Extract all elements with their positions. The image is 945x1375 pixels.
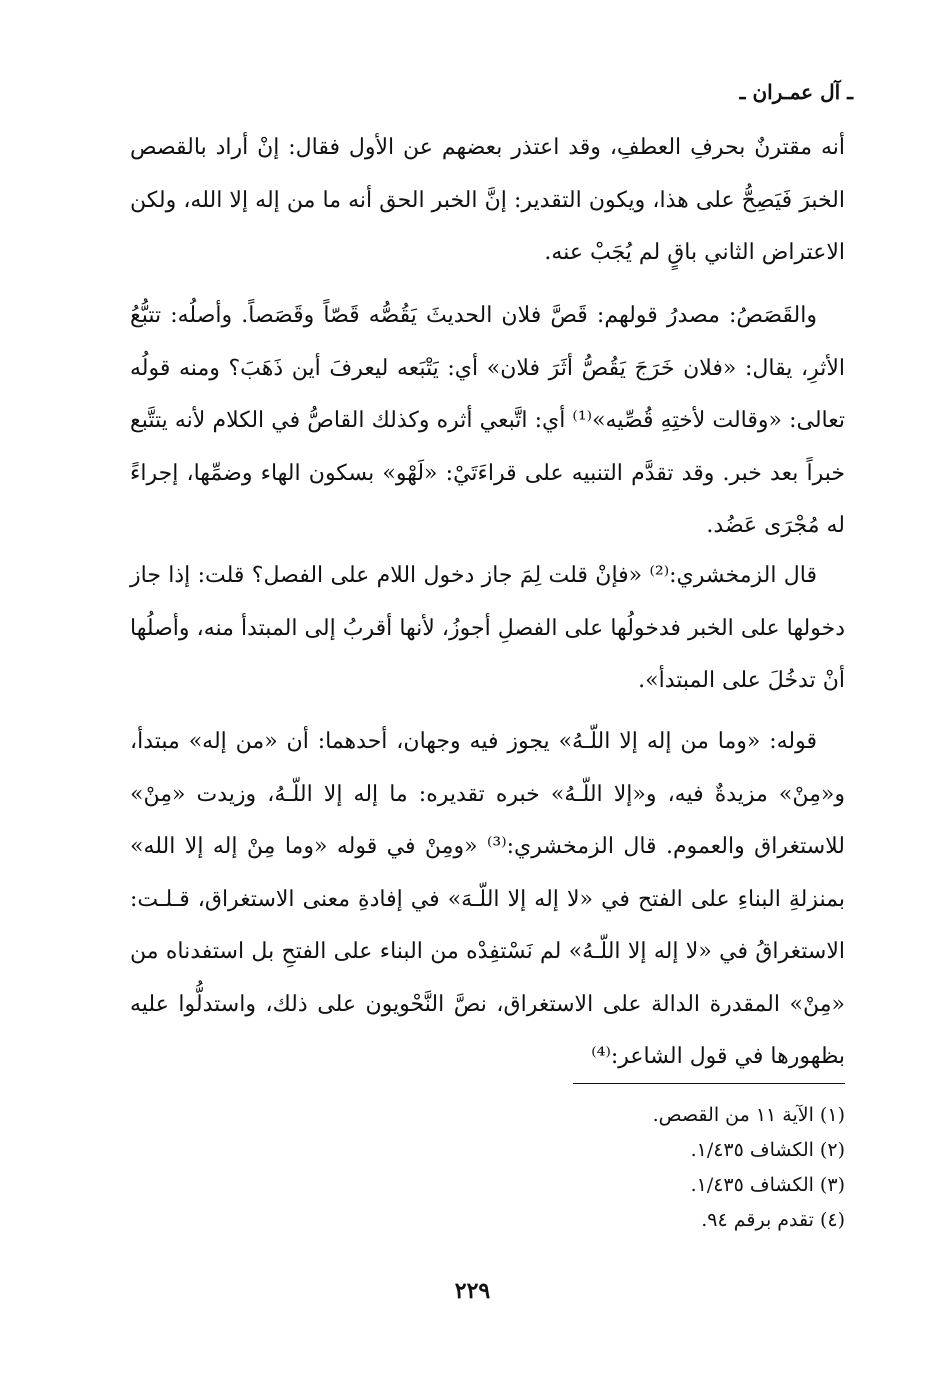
footnote-1: (١) الآية ١١ من القصص. [652,1104,845,1126]
footnotes [445,1098,845,1238]
body-paragraph-4 [130,716,845,1084]
paragraph-text: أنه مقترنٌ بحرفِ العطفِ، وقد اعتذر بعضهم عن الأول فقال: إنْ أراد بالقصص الخبرَ فَيَصِحُّ على هذا، ويكون التقدير: إنَّ الخبر الحق أنه ما من إله إلا الله، ولكن الاعتراض الثاني باقٍ لم يُجَبْ عنه. [130,135,845,265]
paragraph-text: والقَصَصُ: مصدرُ قولهم: قَصَّ فلان الحديثَ يَقُصُّه قَصّاً وقَصَصاً. وأصلُه: تتبُّعُ الأثرِ، يقال: «فلان خَرَجَ يَقُصُّ أثَرَ فلان» أي: يَتْبَعه ليعرفَ أين ذَهَبَ؟ ومنه قولُه تعالى: «وقالت لأختِهِ قُصِّيه»⁽¹⁾ أي: اتَّبعي أثره وكذلك القاصُّ في الكلام لأنه يتتَّبع خبراً بعد خبر. وقد تقدَّم التنبيه على قراءَتَيْ: «لَهْو» بسكون الهاء وضمِّها، إجراءً له مُجْرَى عَضُد. [130,303,845,538]
footnote-3: (٣) الكشاف ١/٤٣٥. [690,1174,845,1196]
body-paragraph-3 [130,550,845,708]
running-head: ـ آل عمـران ـ [739,80,853,104]
body-paragraph-1 [130,122,845,280]
footnote-2: (٢) الكشاف ١/٤٣٥. [690,1139,845,1161]
paragraph-text: قوله: «وما من إله إلا اللّـهُ» يجوز فيه وجهان، أحدهما: أن «من إله» مبتدأ، و«مِنْ» مزيدةٌ فيه، و«إلا اللّـهُ» خبره تقديره: ما إله إلا اللّـهُ، وزيدت «مِنْ» للاستغراق والعموم. قال الزمخشري:⁽³⁾ «ومِنْ في قوله «وما مِنْ إله إلا الله» بمنزلةِ البناءِ على الفتح في «لا إله إلا اللّـهَ» في إفادةِ معنى الاستغراق، قـلـت: الاستغراقُ في «لا إله إلا اللّـهُ» لم نَسْتفِدْه من البناء على الفتحِ بل استفدناه من «مِنْ» المقدرة الدالة على الاستغراق، نصَّ النَّحْويون على ذلك، واستدلُّوا عليه بظهورها في قول الشاعر:⁽⁴⁾ [130,729,845,1069]
footnote-4: (٤) تقدم برقم ٩٤. [701,1209,845,1231]
body-paragraph-2 [130,290,845,553]
paragraph-text: قال الزمخشري:⁽²⁾ «فإنْ قلت لِمَ جاز دخول اللام على الفصل؟ قلت: إذا جاز دخولها على الخبر فدخولُها على الفصلِ أجوزُ، لأنها أقربُ إلى المبتدأ منه، وأصلُها أنْ تدخُلَ على المبتدأ». [130,563,845,693]
footnote-divider [573,1083,845,1084]
page-number: ٢٢٩ [454,1278,491,1304]
